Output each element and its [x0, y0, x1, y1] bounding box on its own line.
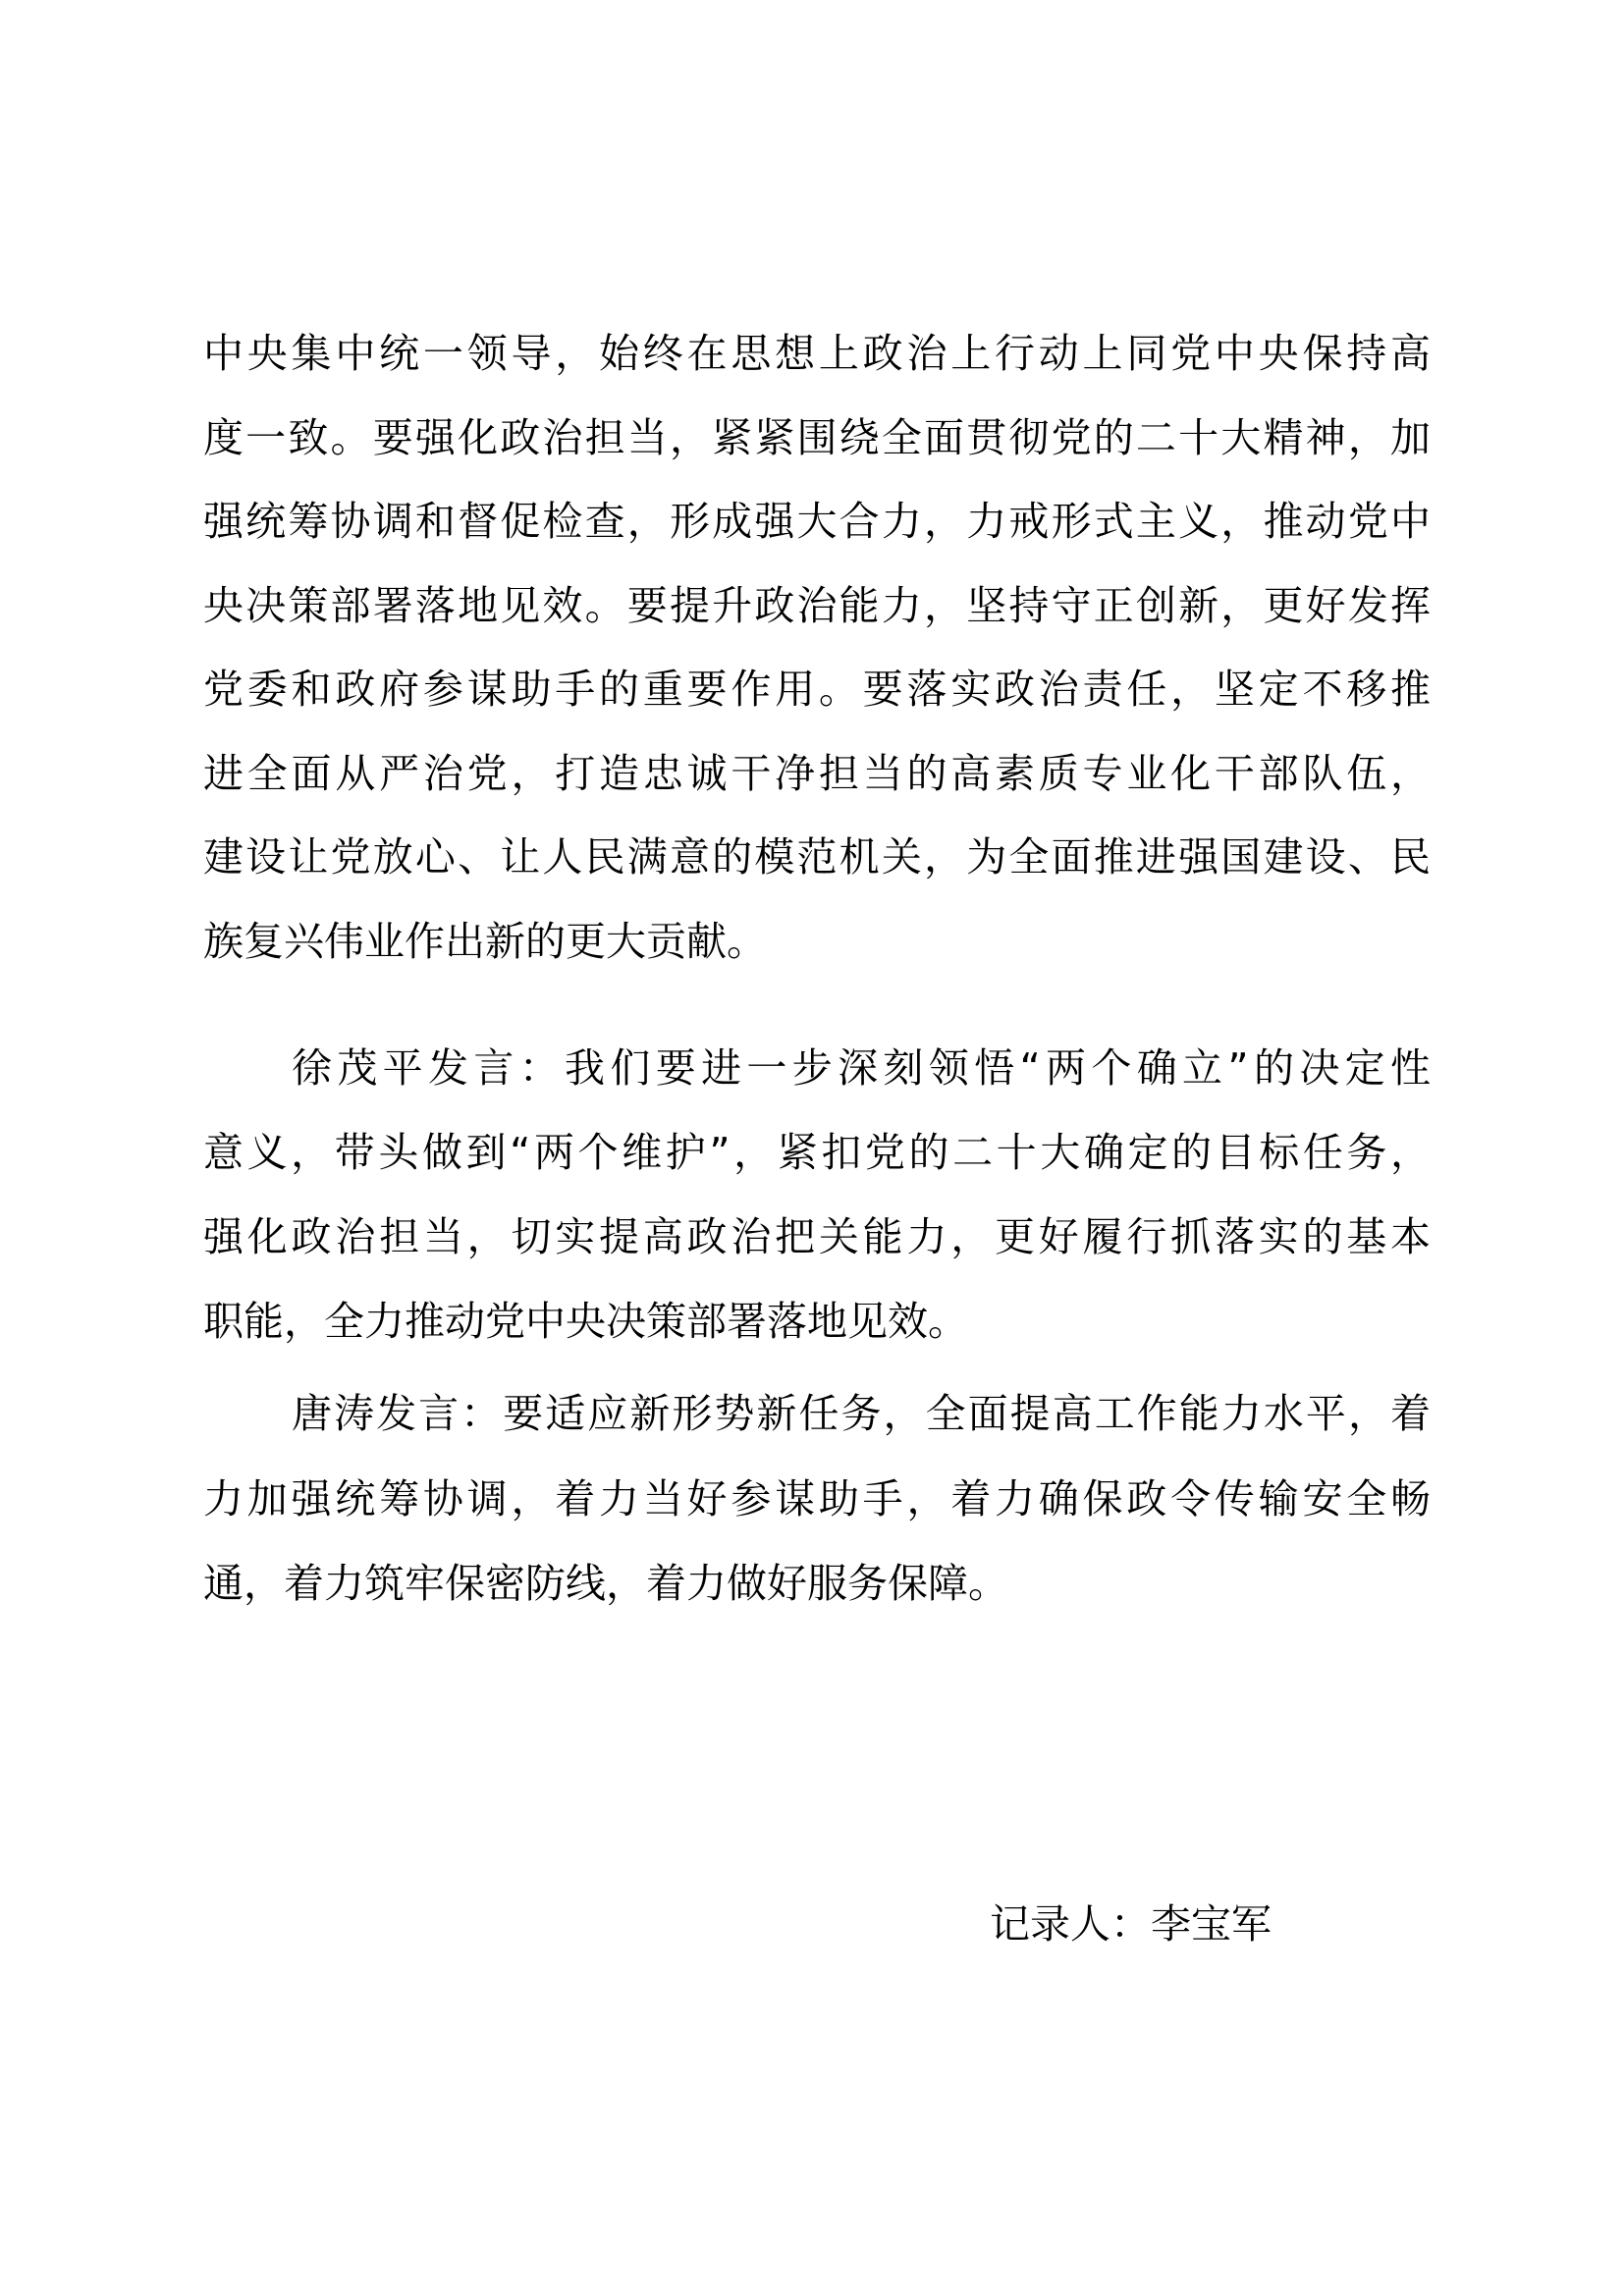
text-line: 强化政治担当，切实提高政治把关能力，更好履行抓落实的基本 — [203, 1213, 1431, 1260]
text-line: 中央集中统一领导，始终在思想上政治上行动上同党中央保持高 — [203, 330, 1431, 377]
recorder-signature: 记录人：李宝军 — [990, 1900, 1272, 1948]
text-line: 力加强统筹协调，着力当好参谋助手，着力确保政令传输安全畅 — [203, 1475, 1431, 1522]
text-line: 通，着力筑牢保密防线，着力做好服务保障。 — [203, 1560, 1008, 1607]
text-line: 唐涛发言：要适应新形势新任务，全面提高工作能力水平，着 — [292, 1390, 1431, 1437]
text-line: 度一致。要强化政治担当，紧紧围绕全面贯彻党的二十大精神，加 — [203, 414, 1431, 461]
text-line: 党委和政府参谋助手的重要作用。要落实政治责任，坚定不移推 — [203, 666, 1431, 713]
text-line: 建设让党放心、让人民满意的模范机关，为全面推进强国建设、民 — [203, 833, 1431, 881]
text-line: 强统筹协调和督促检查，形成强大合力，力戒形式主义，推动党中 — [203, 498, 1431, 545]
text-line: 徐茂平发言：我们要进一步深刻领悟“两个确立”的决定性 — [292, 1044, 1431, 1092]
text-line: 央决策部署落地见效。要提升政治能力，坚持守正创新，更好发挥 — [203, 582, 1431, 629]
text-line: 职能，全力推动党中央决策部署落地见效。 — [203, 1298, 968, 1345]
text-line: 意义，带头做到“两个维护”，紧扣党的二十大确定的目标任务， — [203, 1129, 1431, 1176]
text-line: 族复兴伟业作出新的更大贡献。 — [203, 918, 767, 965]
text-line: 进全面从严治党，打造忠诚干净担当的高素质专业化干部队伍， — [203, 750, 1431, 797]
